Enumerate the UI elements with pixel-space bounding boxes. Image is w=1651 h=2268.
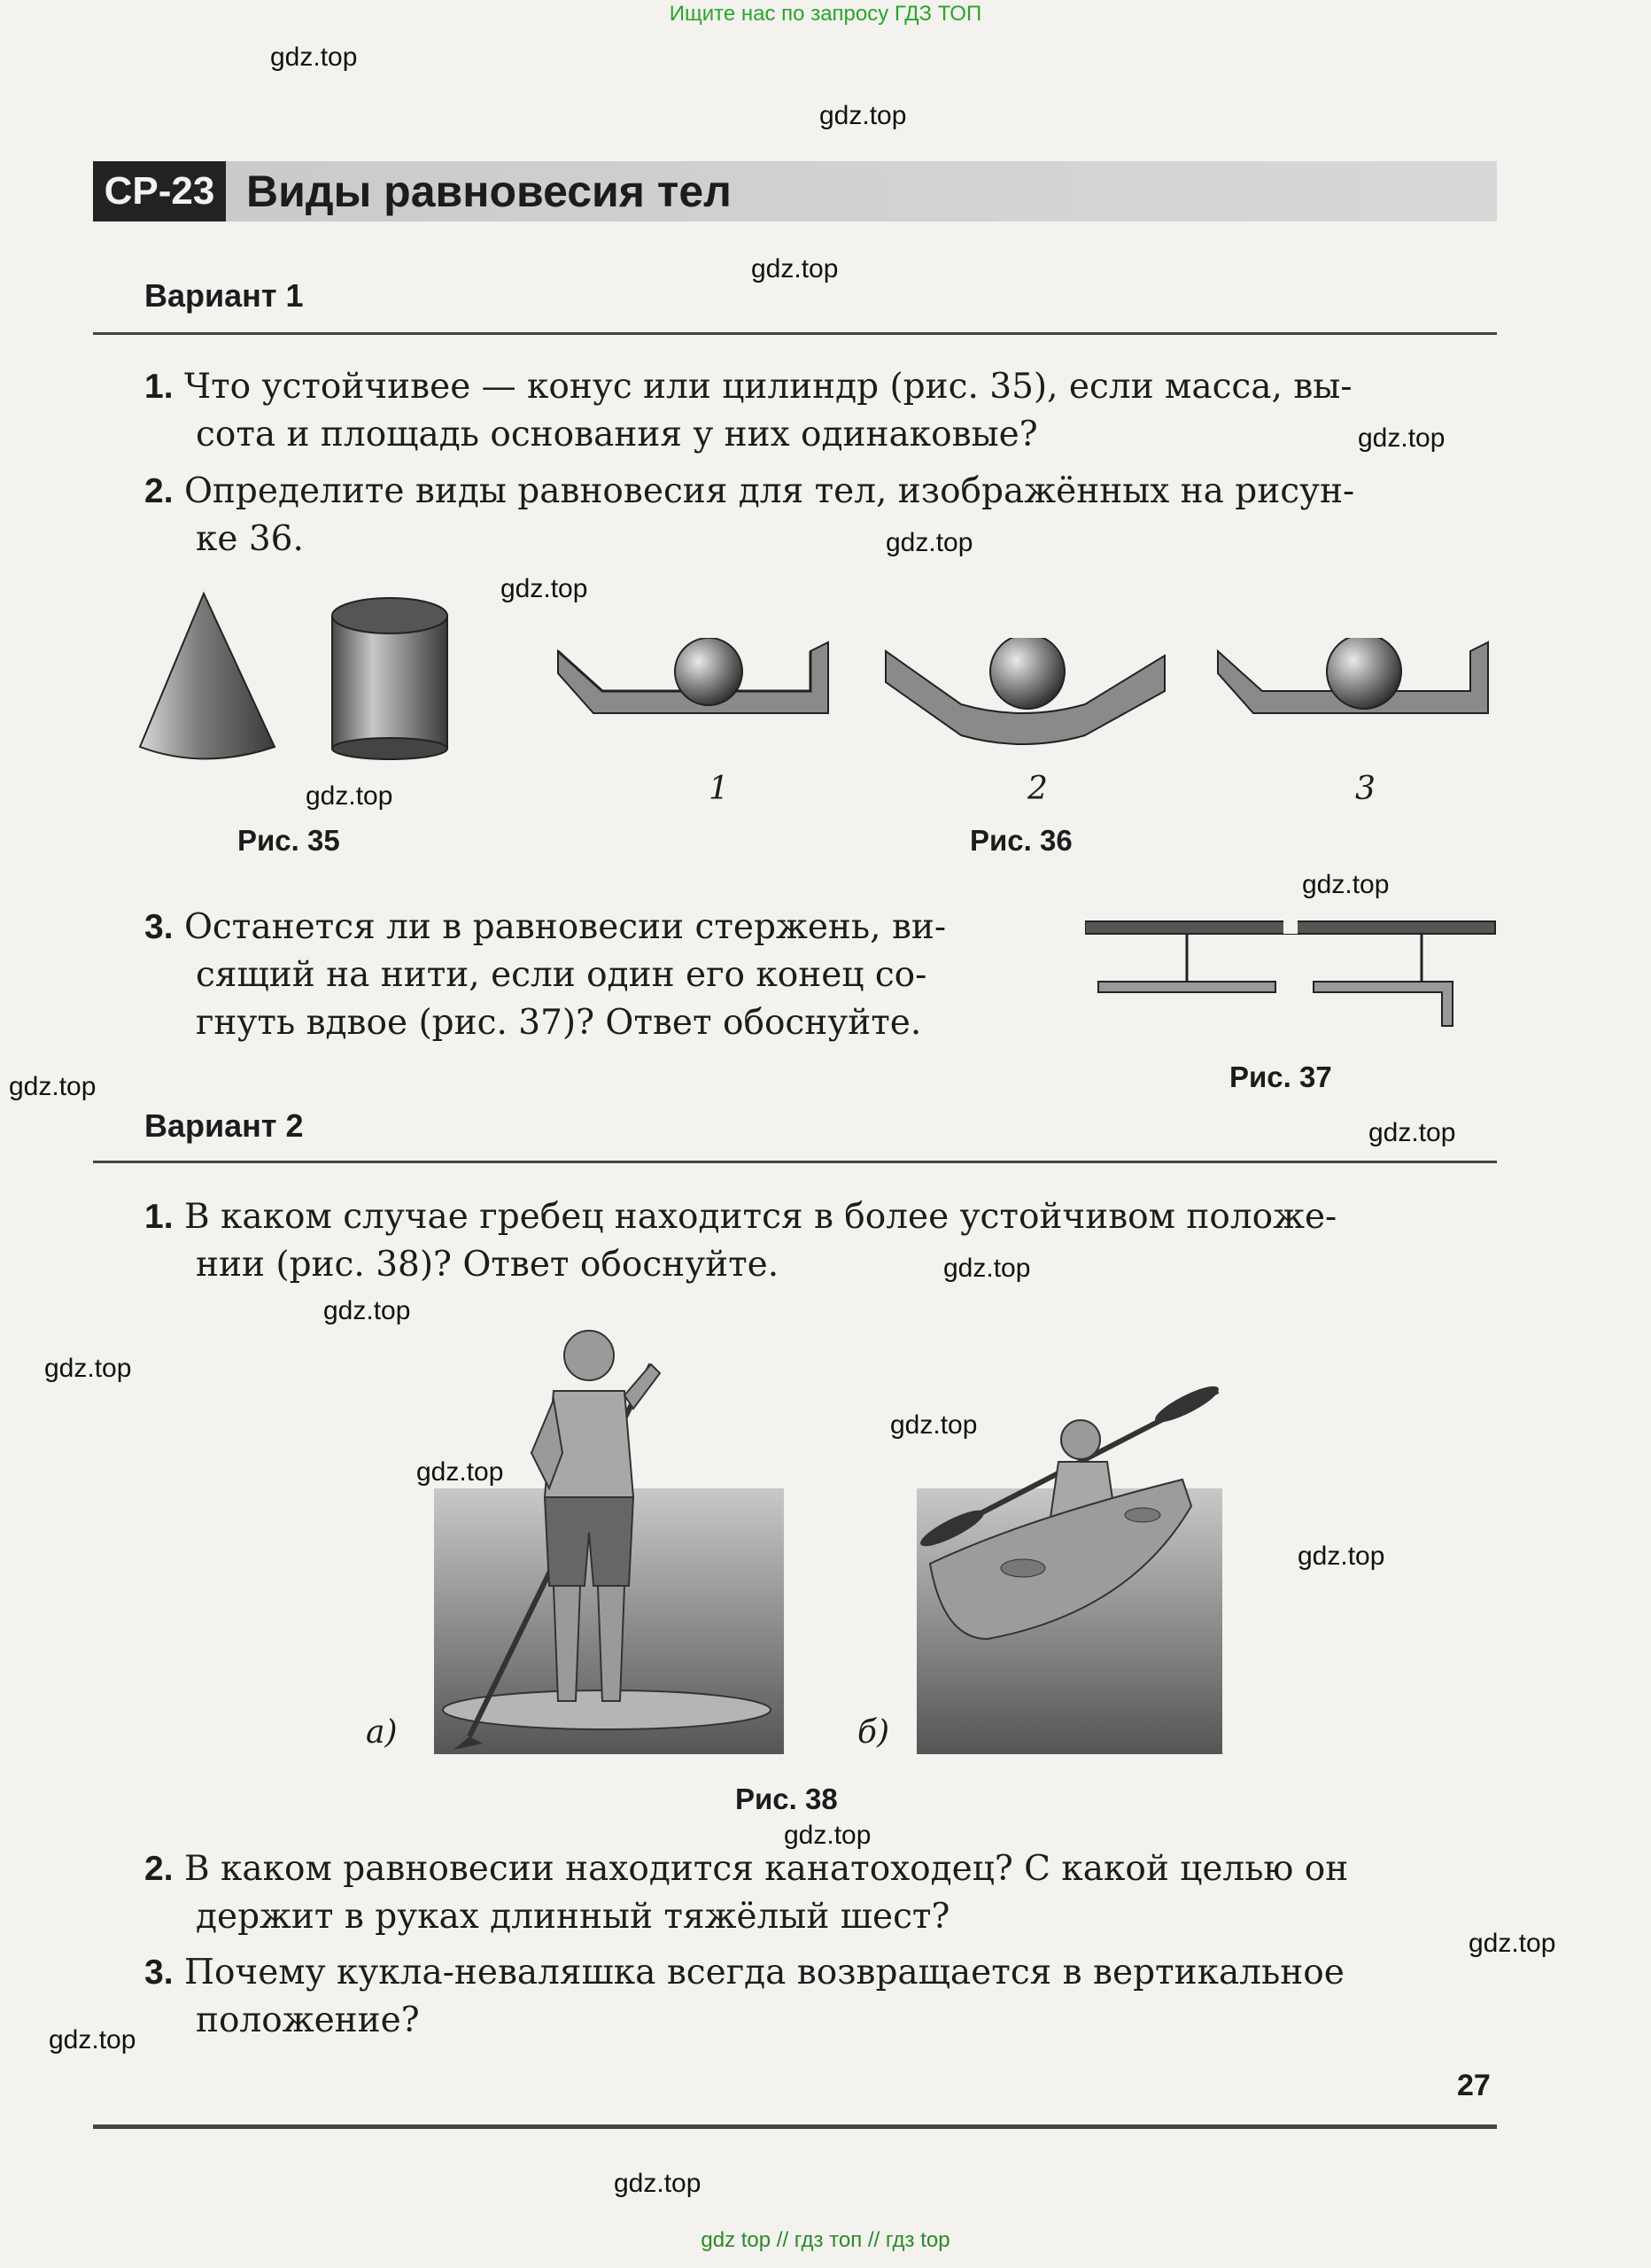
question-number: 3. — [144, 908, 174, 946]
watermark: gdz.top — [44, 1354, 132, 1383]
question-text: сота и площадь основания у них одинаковые? — [196, 415, 1038, 454]
watermark: gdz.top — [751, 254, 839, 284]
v2-question-2 — [144, 1845, 1500, 1941]
question-text: сящий на нити, если один его конец со- — [196, 955, 927, 995]
watermark: gdz.top — [270, 43, 358, 72]
watermark: gdz.top — [886, 528, 973, 557]
top-banner: Ищите нас по запросу ГДЗ ТОП — [669, 2, 982, 26]
question-text: В каком случае гребец находится в более устойчивом положе- — [183, 1197, 1337, 1237]
figure-35-cone-cylinder — [133, 589, 469, 766]
question-text: Останется ли в равновесии стержень, ви- — [183, 907, 947, 947]
divider — [93, 1161, 1497, 1163]
figure-36-label-1: 1 — [709, 771, 729, 807]
watermark: gdz.top — [1368, 1118, 1456, 1147]
page-number: 27 — [1457, 2069, 1491, 2102]
ball-2 — [990, 638, 1065, 709]
watermark: gdz.top — [614, 2169, 701, 2198]
rod-straight — [1098, 982, 1275, 992]
question-number: 1. — [144, 1198, 174, 1236]
figure-36-label-3: 3 — [1355, 771, 1376, 807]
support-2 — [886, 638, 1165, 744]
watermark: gdz.top — [784, 1821, 872, 1850]
watermark: gdz.top — [49, 2025, 136, 2054]
figure-38-caption: Рис. 38 — [735, 1783, 838, 1815]
figure-37-caption: Рис. 37 — [1229, 1060, 1332, 1093]
bottom-divider — [93, 2124, 1497, 2129]
figure-38b-kayaker — [917, 1373, 1222, 1754]
question-text: гнуть вдвое (рис. 37)? Ответ обоснуйте. — [196, 1003, 922, 1043]
watermark: gdz.top — [306, 781, 393, 811]
watermark: gdz.top — [500, 574, 588, 603]
figure-36-caption: Рис. 36 — [970, 824, 1073, 857]
v1-question-2 — [144, 468, 1500, 563]
question-text: Что устойчивее — конус или цилиндр (рис. 35), если масса, вы- — [183, 367, 1353, 407]
ball-1 — [675, 638, 742, 705]
support-1 — [558, 638, 828, 713]
v1-question-3 — [144, 904, 1083, 1047]
question-text: держит в руках длинный тяжёлый шест? — [196, 1897, 950, 1937]
watermark: gdz.top — [1298, 1542, 1385, 1571]
watermark: gdz.top — [819, 101, 907, 130]
rod-bent — [1314, 982, 1453, 1026]
bottom-banner: gdz top // гдз топ // гдз top — [701, 2228, 950, 2252]
watermark: gdz.top — [1358, 423, 1446, 453]
variant-2-label: Вариант 2 — [144, 1107, 304, 1144]
divider — [93, 332, 1497, 335]
watermark: gdz.top — [323, 1296, 411, 1325]
question-number: 2. — [144, 1850, 174, 1888]
question-number: 1. — [144, 368, 174, 406]
v2-question-1 — [144, 1193, 1500, 1289]
figure-38-label-b: б) — [857, 1714, 890, 1751]
question-number: 2. — [144, 472, 174, 510]
figure-36-label-2: 2 — [1027, 771, 1048, 807]
watermark: gdz.top — [890, 1410, 978, 1440]
person-head — [564, 1331, 614, 1380]
section-code: СР-23 — [93, 161, 226, 221]
watermark: gdz.top — [1302, 870, 1390, 899]
question-text: Определите виды равновесия для тел, изображённых на рисун- — [183, 471, 1355, 511]
section-title: Виды равновесия тел — [246, 167, 732, 216]
cylinder-top — [332, 598, 447, 633]
watermark: gdz.top — [416, 1457, 504, 1487]
cone-shape — [140, 594, 275, 759]
question-text: Почему кукла-неваляшка всегда возвращается в вертикальное — [183, 1953, 1345, 1992]
kayaker-head — [1061, 1420, 1100, 1459]
question-text: нии (рис. 38)? Ответ обоснуйте. — [196, 1245, 779, 1285]
watermark: gdz.top — [1469, 1929, 1556, 1958]
figure-38-label-a: а) — [366, 1714, 398, 1751]
v1-question-1 — [144, 363, 1500, 459]
question-text: В каком равновесии находится канатоходец? С какой целью он — [183, 1849, 1349, 1889]
question-number: 3. — [144, 1953, 174, 1992]
question-text: ке 36. — [196, 519, 304, 559]
cylinder-body — [332, 616, 447, 749]
question-text: положение? — [196, 2000, 420, 2040]
figure-36-balls — [554, 638, 1492, 762]
variant-1-label: Вариант 1 — [144, 277, 304, 314]
figure-38a-standing-paddler — [434, 1320, 784, 1754]
figure-35-caption: Рис. 35 — [237, 824, 340, 857]
figure-37-rods — [1085, 913, 1497, 1037]
watermark: gdz.top — [9, 1072, 97, 1101]
watermark: gdz.top — [943, 1254, 1031, 1283]
ball-3 — [1327, 638, 1401, 709]
support-3 — [1218, 638, 1488, 713]
v2-question-3 — [144, 1949, 1500, 2045]
